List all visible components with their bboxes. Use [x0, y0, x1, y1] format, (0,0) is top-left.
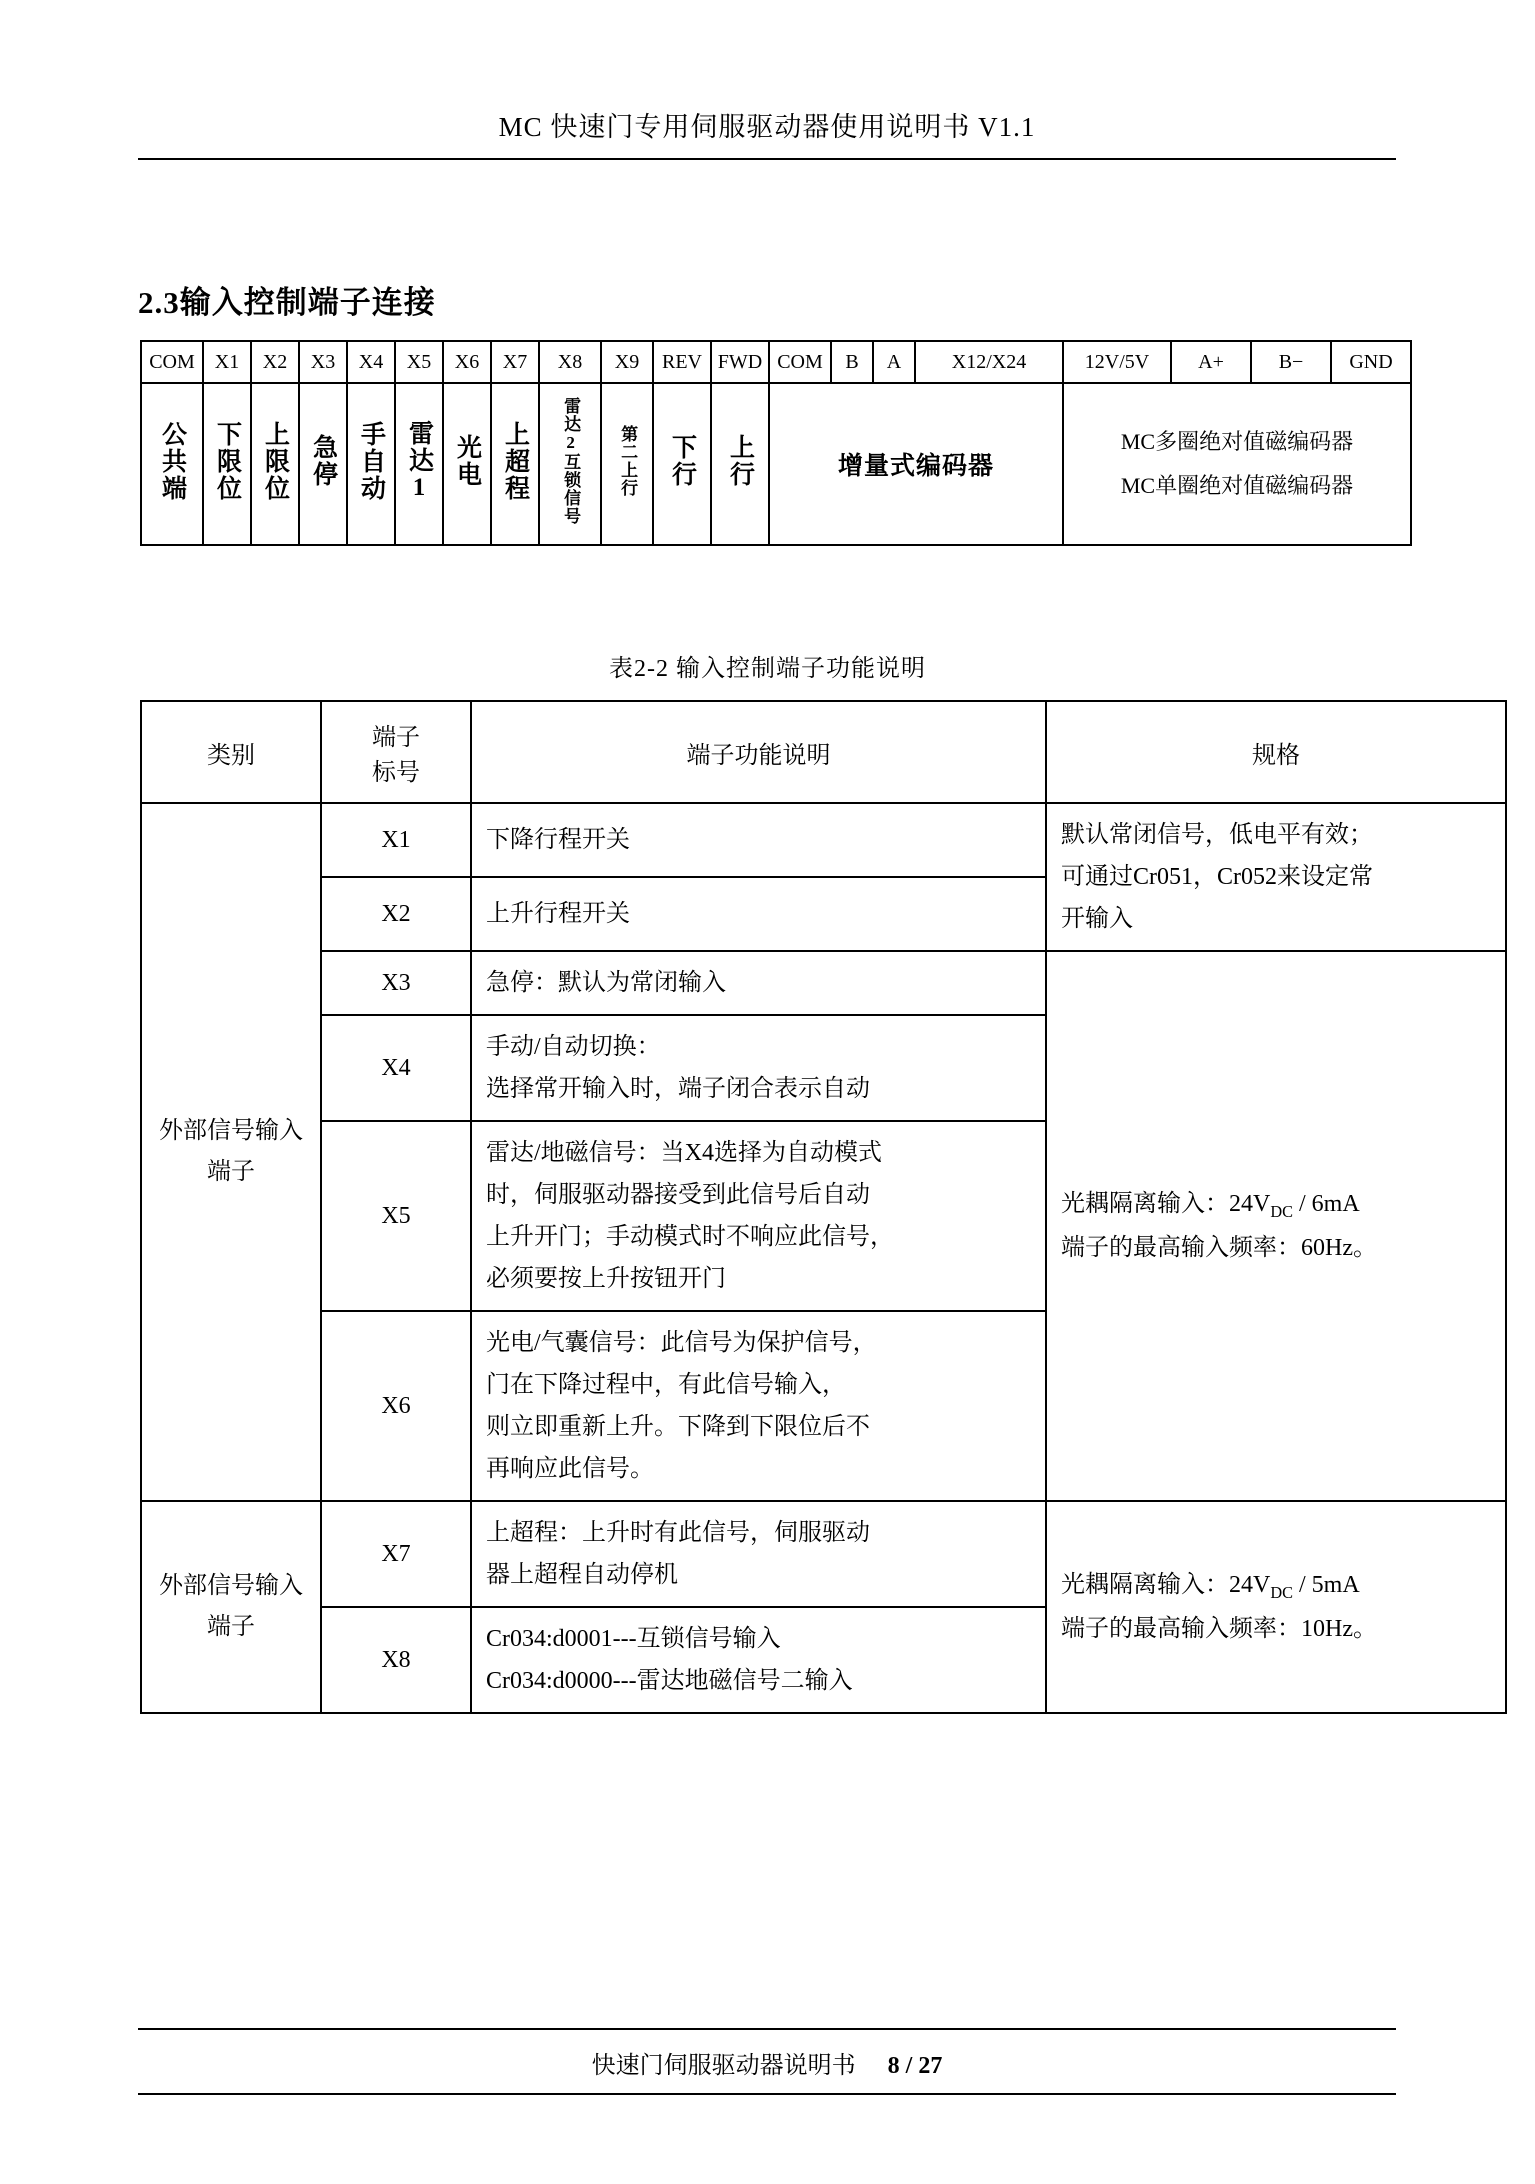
encoder-incremental-text: 增量式编码器 — [837, 453, 994, 480]
category-text: 外部信号输入端子 — [159, 1573, 303, 1640]
terminal-function-text: 下限位 — [213, 420, 241, 502]
description-cell: 雷达/地磁信号：当X4选择为自动模式 时，伺服驱动器接受到此信号后自动 上升开门；手动模式时不响应此信号， 必须要按上升按钮开门 — [471, 1121, 1046, 1311]
page-number: 8 / 27 — [887, 2053, 943, 2079]
footer-divider-bottom — [138, 2093, 1396, 2095]
terminal-map-table — [140, 340, 1412, 546]
description-cell: 下降行程开关 — [471, 803, 1046, 877]
description-cell: 急停：默认为常闭输入 — [471, 951, 1046, 1015]
terminal-label: X5 — [395, 341, 443, 383]
terminal-function-text: 雷达1 — [405, 419, 433, 503]
footer-text: 快速门伺服驱动器说明书 — [591, 2053, 856, 2079]
terminal-function — [539, 383, 601, 545]
description-cell: 光电/气囊信号：此信号为保护信号， 门在下降过程中，有此信号输入， 则立即重新上升。下降到下限位后不 再响应此信号。 — [471, 1311, 1046, 1501]
terminal-function — [653, 383, 711, 545]
section-heading: 2.3输入控制端子连接 — [138, 285, 436, 320]
encoder-incremental-cell — [769, 383, 1063, 545]
terminal-label: X4 — [347, 341, 395, 383]
terminal-id: X6 — [321, 1311, 471, 1501]
terminal-label: X9 — [601, 341, 653, 383]
page-header-title: MC 快速门专用伺服驱动器使用说明书 V1.1 — [498, 112, 1036, 142]
terminal-function — [395, 383, 443, 545]
terminal-function — [491, 383, 539, 545]
encoder-mc-cell — [1063, 383, 1411, 545]
header-divider — [138, 158, 1396, 160]
terminal-label: X1 — [203, 341, 251, 383]
terminal-id: X7 — [321, 1501, 471, 1607]
terminal-function — [251, 383, 299, 545]
terminal-function — [601, 383, 653, 545]
category-cell-1 — [141, 803, 321, 1501]
terminal-id: X4 — [321, 1015, 471, 1121]
description-cell: 上超程：上升时有此信号，伺服驱动 器上超程自动停机 — [471, 1501, 1046, 1607]
spec-cell-2: 光耦隔离输入：$24V_{DC} / 6mA$ 端子的最高输入频率：60Hz。 — [1046, 951, 1506, 1501]
table-row — [141, 803, 1506, 877]
description-cell: Cr034:d0001---互锁信号输入 Cr034:d0000---雷达地磁信号二输入 — [471, 1607, 1046, 1713]
category-text: 外部信号输入端子 — [159, 1118, 303, 1185]
terminal-function — [443, 383, 491, 545]
description-cell: 上升行程开关 — [471, 877, 1046, 951]
header-category: 类别 — [141, 701, 321, 803]
terminal-function — [711, 383, 769, 545]
description-cell: 手动/自动切换： 选择常开输入时，端子闭合表示自动 — [471, 1015, 1046, 1121]
terminal-function-table — [140, 700, 1507, 1714]
terminal-label: GND — [1331, 341, 1411, 383]
encoder-mc-line1: MC多圈绝对值磁编码器 — [1120, 429, 1354, 454]
encoder-mc-line2: MC单圈绝对值磁编码器 — [1120, 473, 1354, 498]
terminal-label: X8 — [539, 341, 601, 383]
terminal-label: FWD — [711, 341, 769, 383]
terminal-function-text: 手自动 — [357, 420, 385, 502]
terminal-label: X3 — [299, 341, 347, 383]
header-terminal: 端子 标号 — [321, 701, 471, 803]
table-header-row — [141, 701, 1506, 803]
terminal-label: A — [873, 341, 915, 383]
terminal-id: X2 — [321, 877, 471, 951]
terminal-function-text: 上超程 — [501, 420, 529, 502]
terminal-label: COM — [769, 341, 831, 383]
terminal-function — [141, 383, 203, 545]
terminal-function — [203, 383, 251, 545]
terminal-map-header-row — [141, 341, 1411, 383]
table-row — [141, 951, 1506, 1015]
terminal-id: X3 — [321, 951, 471, 1015]
terminal-label: X6 — [443, 341, 491, 383]
page-footer — [138, 2045, 1396, 2080]
terminal-function-text: 上行 — [726, 434, 754, 488]
terminal-label: X12/X24 — [915, 341, 1063, 383]
header-description: 端子功能说明 — [471, 701, 1046, 803]
terminal-label: 12V/5V — [1063, 341, 1171, 383]
terminal-map-function-row — [141, 383, 1411, 545]
terminal-function — [299, 383, 347, 545]
terminal-label: X2 — [251, 341, 299, 383]
terminal-function — [347, 383, 395, 545]
terminal-label: B− — [1251, 341, 1331, 383]
table-row — [141, 1501, 1506, 1607]
terminal-label: X7 — [491, 341, 539, 383]
terminal-id: X8 — [321, 1607, 471, 1713]
terminal-id: X5 — [321, 1121, 471, 1311]
header-spec: 规格 — [1046, 701, 1506, 803]
terminal-function-text: 下行 — [668, 434, 696, 488]
terminal-function-text: 光电 — [453, 434, 481, 488]
terminal-function-text: 上限位 — [261, 420, 289, 502]
terminal-label: COM — [141, 341, 203, 383]
spec-cell-3: 光耦隔离输入：$24V_{DC} / 5mA$ 端子的最高输入频率：10Hz。 — [1046, 1501, 1506, 1713]
terminal-function-text: 公共端 — [158, 420, 186, 502]
terminal-label: REV — [653, 341, 711, 383]
terminal-label: B — [831, 341, 873, 383]
footer-divider-top — [138, 2028, 1396, 2030]
terminal-function-text: 雷达2互锁信号 — [561, 397, 581, 525]
terminal-function-text: 第二上行 — [618, 425, 638, 497]
terminal-function-text: 急停 — [309, 434, 337, 488]
table-caption: 表2-2 输入控制端子功能说明 — [609, 656, 926, 682]
terminal-id: X1 — [321, 803, 471, 877]
terminal-label: A+ — [1171, 341, 1251, 383]
category-cell-2 — [141, 1501, 321, 1713]
spec-cell-1: 默认常闭信号，低电平有效； 可通过Cr051，Cr052来设定常 开输入 — [1046, 803, 1506, 951]
